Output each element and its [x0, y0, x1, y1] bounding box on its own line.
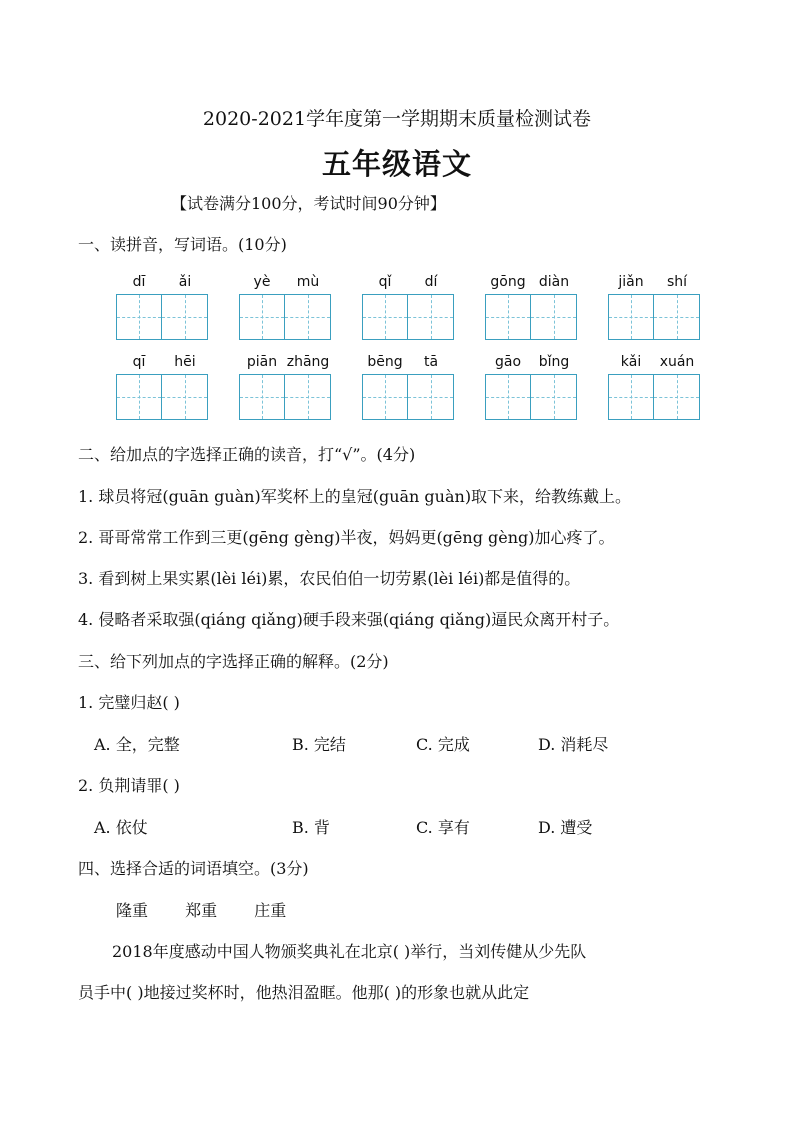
option-c[interactable]: C. 享有	[416, 818, 470, 837]
option-b[interactable]: B. 背	[292, 818, 330, 837]
pinyin-grid	[362, 354, 454, 420]
section3-heading: 三、给下列加点的字选择正确的解释。(2分)	[78, 652, 389, 671]
pinyin-text: shí	[666, 274, 688, 290]
question-line: 2. 哥哥常常工作到三更(gēng gèng)半夜，妈妈更(gēng gèng)加心疼了。	[78, 528, 615, 547]
pinyin-text: dí	[424, 274, 438, 290]
question-line: 2. 负荆请罪( )	[78, 776, 180, 795]
pinyin-text: gōng	[490, 274, 526, 290]
pinyin-text: hēi	[174, 354, 196, 370]
writing-boxes[interactable]	[608, 374, 700, 420]
pinyin-grid	[239, 354, 331, 420]
option-c[interactable]: C. 完成	[416, 735, 470, 754]
pinyin-text: dī	[132, 274, 146, 290]
section1-heading: 一、读拼音，写词语。(10分)	[78, 235, 287, 254]
pinyin-text: mù	[296, 274, 320, 290]
option-b[interactable]: B. 完结	[292, 735, 346, 754]
exam-title: 2020-2021学年度第一学期期末质量检测试卷	[202, 108, 592, 130]
pinyin-text: qī	[132, 354, 146, 370]
writing-boxes[interactable]	[608, 294, 700, 340]
paragraph-line: 2018年度感动中国人物颁奖典礼在北京( )举行，当刘传健从少先队	[112, 942, 587, 961]
option-a[interactable]: A. 全，完整	[94, 735, 180, 754]
writing-boxes[interactable]	[116, 374, 208, 420]
question-line: 4. 侵略者采取强(qiáng qiǎng)硬手段来强(qiáng qiǎng)逼民众离开村子。	[78, 610, 620, 629]
pinyin-text: jiǎn	[618, 274, 644, 290]
option-d[interactable]: D. 遭受	[538, 818, 593, 837]
pinyin-text: kǎi	[620, 354, 642, 370]
writing-boxes[interactable]	[485, 294, 577, 340]
pinyin-text: ǎi	[178, 274, 192, 290]
word-option: 隆重	[116, 901, 149, 920]
writing-boxes[interactable]	[362, 374, 454, 420]
pinyin-grid	[485, 354, 577, 420]
writing-boxes[interactable]	[116, 294, 208, 340]
pinyin-grid	[608, 354, 700, 420]
question-line: 1. 完璧归赵( )	[78, 693, 180, 712]
pinyin-text: piān	[246, 354, 278, 370]
section2-heading: 二、给加点的字选择正确的读音，打“√”。(4分)	[78, 445, 416, 464]
option-d[interactable]: D. 消耗尽	[538, 735, 609, 754]
pinyin-grid	[362, 274, 454, 340]
pinyin-text: zhāng	[286, 354, 330, 370]
pinyin-grid	[239, 274, 331, 340]
pinyin-text: diàn	[538, 274, 570, 290]
pinyin-grid	[485, 274, 577, 340]
pinyin-grid	[116, 354, 208, 420]
question-line: 3. 看到树上果实累(lèi léi)累，农民伯伯一切劳累(lèi léi)都是值得的。	[78, 569, 581, 588]
exam-note: 【试卷满分100分，考试时间90分钟】	[171, 194, 446, 213]
option-a[interactable]: A. 依仗	[94, 818, 148, 837]
pinyin-text: qǐ	[378, 274, 392, 290]
writing-boxes[interactable]	[485, 374, 577, 420]
exam-subtitle: 五年级语文	[321, 147, 472, 181]
writing-boxes[interactable]	[362, 294, 454, 340]
writing-boxes[interactable]	[239, 294, 331, 340]
paragraph-line: 员手中( )地接过奖杯时，他热泪盈眶。他那( )的形象也就从此定	[78, 983, 530, 1002]
pinyin-text: gāo	[494, 354, 522, 370]
pinyin-text: bǐng	[538, 354, 570, 370]
section4-heading: 四、选择合适的词语填空。(3分)	[78, 859, 309, 878]
word-bank	[116, 898, 318, 921]
pinyin-grid	[116, 274, 208, 340]
word-option: 郑重	[185, 901, 218, 920]
writing-boxes[interactable]	[239, 374, 331, 420]
question-line: 1. 球员将冠(guān guàn)军奖杯上的皇冠(guān guàn)取下来，给教练戴上。	[78, 487, 632, 506]
pinyin-text: yè	[253, 274, 271, 290]
pinyin-grid	[608, 274, 700, 340]
pinyin-text: tā	[423, 354, 439, 370]
pinyin-text: xuán	[659, 354, 695, 370]
word-option: 庄重	[254, 901, 287, 920]
pinyin-text: bēng	[367, 354, 403, 370]
